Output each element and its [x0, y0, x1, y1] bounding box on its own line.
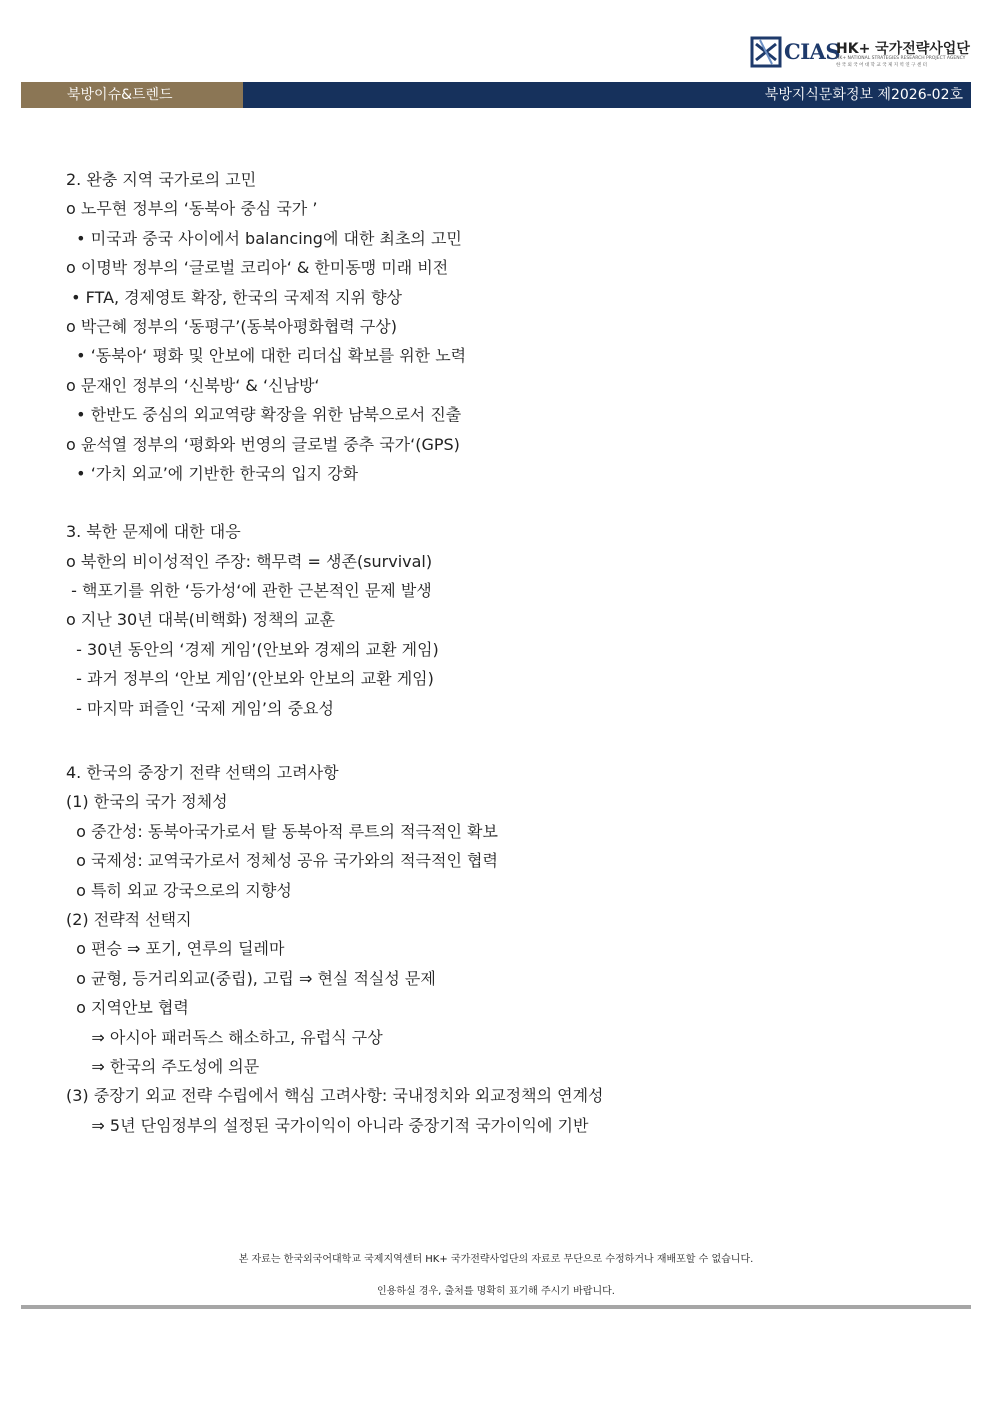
section-heading: 2. 완충 지역 국가로의 고민	[66, 170, 257, 189]
bullet-line: o 이명박 정부의 ‘글로벌 코리아‘ & 한미동맹 미래 비전	[66, 258, 449, 278]
cias-logo-icon	[750, 36, 782, 68]
bullet-line: o 지역안보 협력	[66, 998, 189, 1018]
sub-bullet-line: - 30년 동안의 ‘경제 게임’(안보와 경제의 교환 게임)	[66, 639, 439, 659]
logo-cias-text: CIAS	[784, 39, 840, 64]
section-4	[66, 758, 946, 1140]
section-heading: 4. 한국의 중장기 전략 선택의 고려사항	[66, 763, 339, 783]
footer-citation-notice: 인용하실 경우, 출처를 명확히 표기해 주시기 바랍니다.	[377, 1286, 615, 1297]
bullet-line: o 특히 외교 강국으로의 지향성	[66, 880, 292, 900]
bullet-line: o 문재인 정부의 ‘신북방‘ & ‘신남방‘	[66, 375, 320, 395]
sub-bullet-line: • 한반도 중심의 외교역량 확장을 위한 남북으로서 진출	[66, 405, 462, 425]
sub-bullet-line: • 미국과 중국 사이에서 balancing에 대한 최초의 고민	[66, 228, 462, 248]
bullet-line: o 중간성: 동북아국가로서 탈 동북아적 루트의 적극적인 확보	[66, 821, 498, 841]
sub-bullet-line: - 핵포기를 위한 ‘등가성‘에 관한 근본적인 문제 발생	[66, 581, 432, 601]
footer-copyright-notice: 본 자료는 한국외국어대학교 국제지역센터 HK+ 국가전략사업단의 자료로 무단으로 수정하거나 재배포할 수 없습니다.	[238, 1254, 754, 1265]
logo-subtitle-en: HK+ NATIONAL STRATEGIES RESEARCH PROJECT AGENCY	[836, 56, 966, 61]
sub-bullet-line: - 과거 정부의 ‘안보 게임’(안보와 안보의 교환 게임)	[66, 669, 434, 689]
section-heading: 3. 북한 문제에 대한 대응	[66, 522, 241, 542]
section-3	[66, 517, 946, 723]
bullet-line: o 국제성: 교역국가로서 정체성 공유 국가와의 적극적인 협력	[66, 851, 498, 871]
bullet-line: o 균형, 등거리외교(중립), 고립 ⇒ 현실 적실성 문제	[66, 968, 436, 988]
header-category: 북방이슈&트렌드	[21, 82, 243, 108]
header-issue-number: 북방지식문화정보 제2026-02호	[243, 82, 971, 108]
bullet-line: o 지난 30년 대북(비핵화) 정책의 교훈	[66, 610, 335, 630]
logo-subtitle-ko: 한 국 외 국 어 대 학 교 국 제 지 역 연 구 센 터	[836, 63, 928, 68]
sub-bullet-line: - 마지막 퍼즐인 ‘국제 게임’의 중요성	[66, 698, 334, 718]
subsection-heading: (3) 중장기 외교 전략 수립에서 핵심 고려사항: 국내정치와 외교정책의 연계성	[66, 1086, 604, 1106]
section-2	[66, 165, 946, 488]
document-body	[66, 165, 946, 1140]
bullet-line: o 북한의 비이성적인 주장: 핵무력 = 생존(survival)	[66, 551, 433, 571]
arrow-line: ⇒ 5년 단임정부의 설정된 국가이익이 아니라 중장기적 국가이익에 기반	[66, 1115, 589, 1135]
arrow-line: ⇒ 아시아 패러독스 해소하고, 유럽식 구상	[66, 1027, 383, 1047]
sub-bullet-line: • FTA, 경제영토 확장, 한국의 국제적 지위 향상	[66, 287, 402, 307]
cias-logo	[750, 36, 970, 72]
footer-rule	[21, 1305, 971, 1309]
section-spacer	[66, 723, 946, 758]
header-bar	[21, 82, 971, 108]
bullet-line: o 노무현 정부의 ‘동북아 중심 국가 ’	[66, 199, 318, 219]
sub-bullet-line: • ‘동북아‘ 평화 및 안보에 대한 리더십 확보를 위한 노력	[66, 346, 467, 366]
bullet-line: o 윤석열 정부의 ‘평화와 번영의 글로벌 중추 국가‘(GPS)	[66, 434, 460, 454]
bullet-line: o 편승 ⇒ 포기, 연루의 딜레마	[66, 939, 285, 959]
sub-bullet-line: • ‘가치 외교’에 기반한 한국의 입지 강화	[66, 463, 359, 483]
logo-hk-text: HK+ 국가전략사업단	[836, 41, 970, 57]
subsection-heading: (1) 한국의 국가 정체성	[66, 792, 228, 812]
arrow-line: ⇒ 한국의 주도성에 의문	[66, 1056, 260, 1076]
section-spacer	[66, 488, 946, 517]
subsection-heading: (2) 전략적 선택지	[66, 909, 192, 929]
bullet-line: o 박근혜 정부의 ‘동평구’(동북아평화협력 구상)	[66, 316, 397, 336]
